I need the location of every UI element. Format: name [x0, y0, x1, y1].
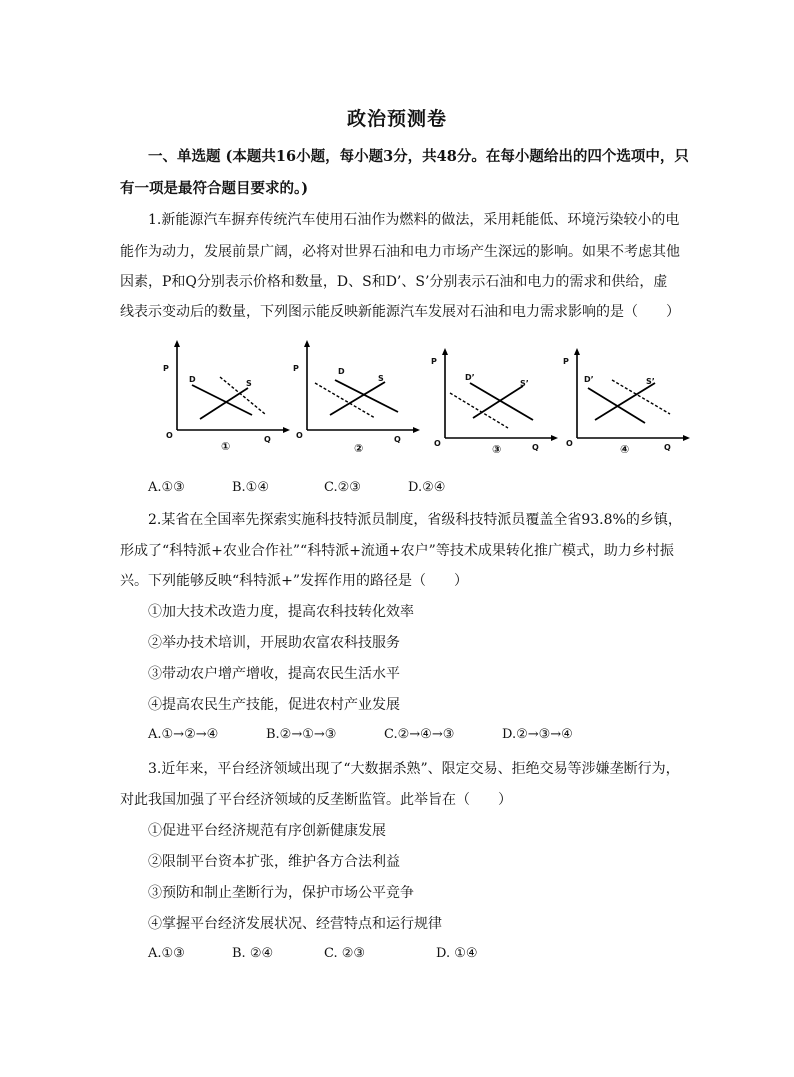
q2-options [148, 727, 573, 742]
q1-text-line-1: 1.新能源汽车摒弃传统汽车使用石油作为燃料的做法，采用耗能低、环境污染较小的电 [148, 212, 680, 228]
q2-text-line-3: 兴。下列能够反映“科特派+”发挥作用的路径是（ ） [120, 573, 469, 589]
q1-option-c[interactable]: C.②③ [324, 480, 361, 495]
graph-1-q-label: Q [264, 435, 271, 444]
graph-3-o-label: O [434, 439, 441, 448]
graph-3-s-label: S’ [520, 379, 529, 388]
graph-3-p-label: P [431, 357, 437, 366]
q3-option-d[interactable]: D. ①④ [436, 946, 478, 961]
q1-option-b[interactable]: B.①④ [232, 480, 269, 495]
graph-3 [428, 348, 563, 468]
q3-item-3: ③预防和制止垄断行为，保护市场公平竞争 [148, 885, 414, 901]
q1-option-a[interactable]: A.①③ [148, 480, 185, 495]
q2-option-b[interactable]: B.②→①→③ [266, 727, 337, 742]
graph-3-number: ③ [492, 443, 502, 456]
graph-2-o-label: O [296, 431, 303, 440]
graph-3-q-label: Q [532, 443, 539, 452]
q2-item-2: ②举办技术培训，开展助农富农科技服务 [148, 635, 400, 651]
graph-4-q-label: Q [664, 443, 671, 452]
q2-text-line-1: 2.某省在全国率先探索实施科技特派员制度，省级科技特派员覆盖全省93.8%的乡镇， [148, 512, 682, 528]
graph-2-s-label: S [378, 374, 384, 383]
q1-options [148, 480, 445, 495]
graph-2-p-label: P [293, 364, 299, 373]
q3-option-a[interactable]: A.①③ [148, 946, 185, 961]
section-header-line-2: 有一项是最符合题目要求的。) [120, 180, 309, 197]
q2-item-3: ③带动农户增产增收，提高农民生活水平 [148, 666, 400, 682]
q2-option-c[interactable]: C.②→④→③ [384, 727, 455, 742]
q1-option-d[interactable]: D.②④ [408, 480, 446, 495]
q2-option-d[interactable]: D.②→③→④ [502, 727, 573, 742]
q2-option-a[interactable]: A.①→②→④ [148, 727, 219, 742]
q3-option-c[interactable]: C. ②③ [324, 946, 366, 961]
q3-item-2: ②限制平台资本扩张，维护各方合法利益 [148, 854, 400, 870]
graph-4-p-label: P [563, 357, 569, 366]
q3-item-1: ①促进平台经济规范有序创新健康发展 [148, 823, 386, 839]
page-title: 政治预测卷 [346, 108, 447, 130]
graph-1-number: ① [221, 440, 231, 453]
graph-1 [160, 340, 295, 460]
graph-2-d-label: D [338, 367, 345, 376]
q3-options [148, 946, 478, 961]
q3-text-line-1: 3.近年来，平台经济领域出现了“大数据杀熟”、限定交易、拒绝交易等涉嫌垄断行为， [148, 761, 680, 777]
graph-1-o-label: O [166, 431, 173, 440]
q1-text-line-3: 因素，P和Q分别表示价格和数量，D、S和D’、S’分别表示石油和电力的需求和供给，虚 [120, 274, 668, 290]
q2-text-line-2: 形成了“科特派+农业合作社”“科特派+流通+农户”等技术成果转化推广模式，助力乡村振 [120, 543, 674, 559]
q2-item-1: ①加大技术改造力度，提高农科技转化效率 [148, 604, 414, 620]
section-header-line-1: 一、单选题 (本题共16小题，每小题3分，共48分。在每小题给出的四个选项中，只 [148, 148, 689, 165]
q3-option-b[interactable]: B. ②④ [232, 946, 274, 961]
graph-3-d-label: D’ [465, 373, 475, 382]
graph-1-s-label: S [246, 379, 252, 388]
graph-4-o-label: O [566, 439, 573, 448]
q1-text-line-2: 能作为动力，发展前景广阔，必将对世界石油和电力市场产生深远的影响。如果不考虑其他 [120, 244, 680, 260]
q1-text-line-4: 线表示变动后的数量，下列图示能反映新能源汽车发展对石油和电力需求影响的是（ ） [120, 304, 680, 320]
graph-4-d-label: D’ [584, 375, 594, 384]
graph-1-d-label: D [189, 375, 196, 384]
q2-item-4: ④提高农民生产技能，促进农村产业发展 [148, 697, 400, 713]
graph-4 [560, 348, 695, 468]
graph-4-s-label: S’ [646, 377, 655, 386]
graph-2-q-label: Q [394, 435, 401, 444]
q3-item-4: ④掌握平台经济发展状况、经营特点和运行规律 [148, 916, 442, 932]
q3-text-line-2: 对此我国加强了平台经济领域的反垄断监管。此举旨在（ ） [120, 792, 512, 808]
graph-2 [290, 340, 425, 460]
graph-1-p-label: P [163, 364, 169, 373]
graph-4-number: ④ [620, 443, 630, 456]
graph-2-number: ② [354, 442, 364, 455]
